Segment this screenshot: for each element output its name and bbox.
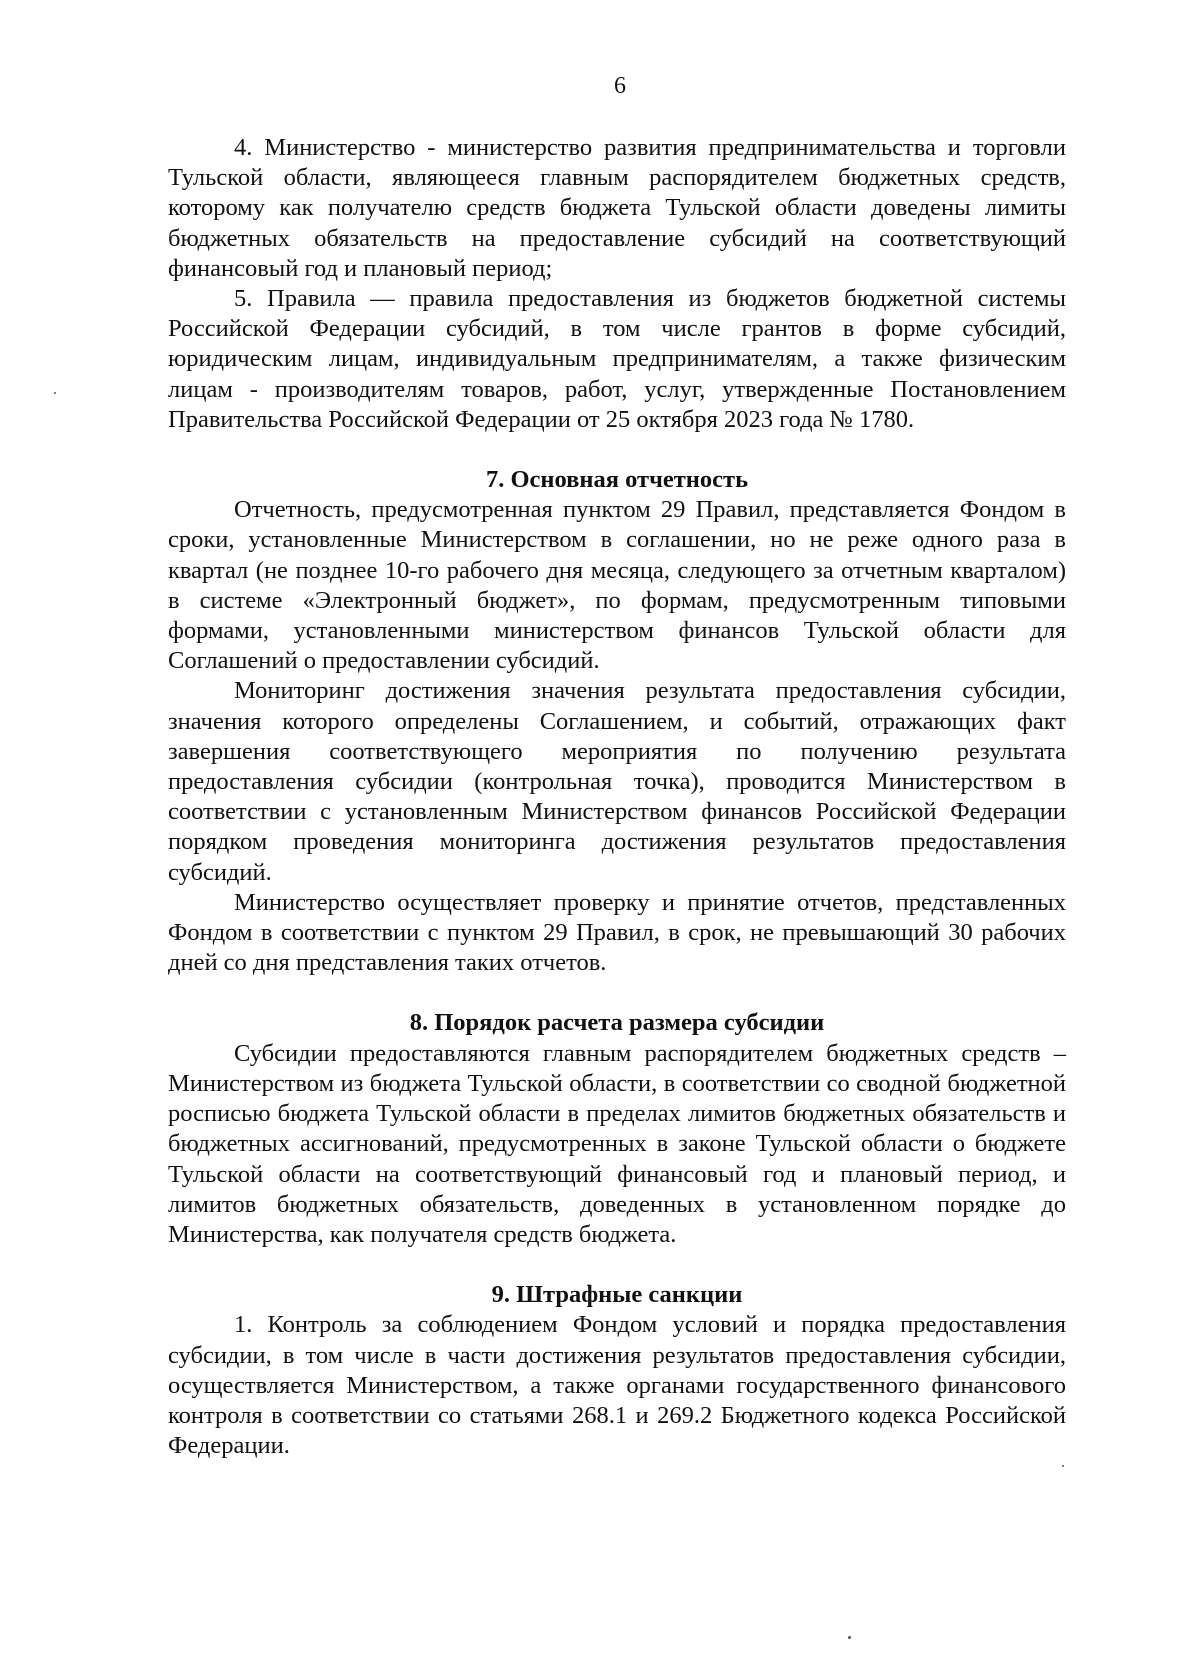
section-8-paragraph-1: Субсидии предоставляются главным распорядителем бюджетных средств – Министерством из бюджета Тульской области, в соответствии со сводной бюджетной росписью бюджета Тульской области в пределах лимитов бюджетных обязательств и бюджетных ассигнований, предусмотренных в законе Тульской области о бюджете Тульской области на соответствующий финансовый год и плановый период, и лимитов бюджетных обязательств, доведенных в установленном порядке до Министерства, как получателя средств бюджета.	[168, 1039, 1066, 1248]
document-body	[168, 133, 1066, 1461]
section-7-heading: 7. Основная отчетность	[485, 466, 749, 494]
definition-item-5: 5. Правила — правила предоставления из бюджетов бюджетной системы Российской Федерации субсидий, в том числе грантов в форме субсидий, юридическим лицам, индивидуальным предпринимателям, а также физическим лицам - производителям товаров, работ, услуг, утвержденные Постановлением Правительства Российской Федерации от 25 октября 2023 года № 1780.	[168, 285, 1066, 433]
scan-speck	[54, 392, 56, 394]
scan-speck	[848, 1636, 851, 1639]
section-8-heading: 8. Порядок расчета размера субсидии	[409, 1009, 825, 1037]
definition-item-4: 4. Министерство - министерство развития предпринимательства и торговли Тульской области, являющееся главным распорядителем бюджетных средств, которому как получателю средств бюджета Тульской области доведены лимиты бюджетных обязательств на предоставление субсидий на соответствующий финансовый год и плановый период;	[168, 134, 1066, 282]
scan-speck	[1062, 1465, 1064, 1467]
section-7-paragraph-1: Отчетность, предусмотренная пунктом 29 Правил, представляется Фондом в сроки, установленные Министерством в соглашении, но не реже одного раза в квартал (не позднее 10-го рабочего дня месяца, следующего за отчетным кварталом) в системе «Электронный бюджет», по формам, предусмотренным типовыми формами, установленными министерством финансов Тульской области для Соглашений о предоставлении субсидий.	[168, 496, 1066, 675]
section-9-paragraph-1: 1. Контроль за соблюдением Фондом условий и порядка предоставления субсидии, в том числе в части достижения результатов предоставления субсидии, осуществляется Министерством, а также органами государственного финансового контроля в соответствии со статьями 268.1 и 269.2 Бюджетного кодекса Российской Федерации.	[168, 1311, 1066, 1460]
section-7-paragraph-3: Министерство осуществляет проверку и принятие отчетов, представленных Фондом в соответствии с пунктом 29 Правил, в срок, не превышающий 30 рабочих дней со дня представления таких отчетов.	[168, 888, 1066, 977]
section-7-paragraph-2: Мониторинг достижения значения результата предоставления субсидии, значения которого определены Соглашением, и событий, отражающих факт завершения соответствующего мероприятия по получению результата предоставления субсидии (контрольная точка), проводится Министерством в соответствии с установленным Министерством финансов Российской Федерации порядком проведения мониторинга достижения результатов предоставления субсидий.	[168, 677, 1066, 886]
page-number: 6	[614, 73, 626, 99]
section-9-heading: 9. Штрафные санкции	[491, 1281, 743, 1309]
